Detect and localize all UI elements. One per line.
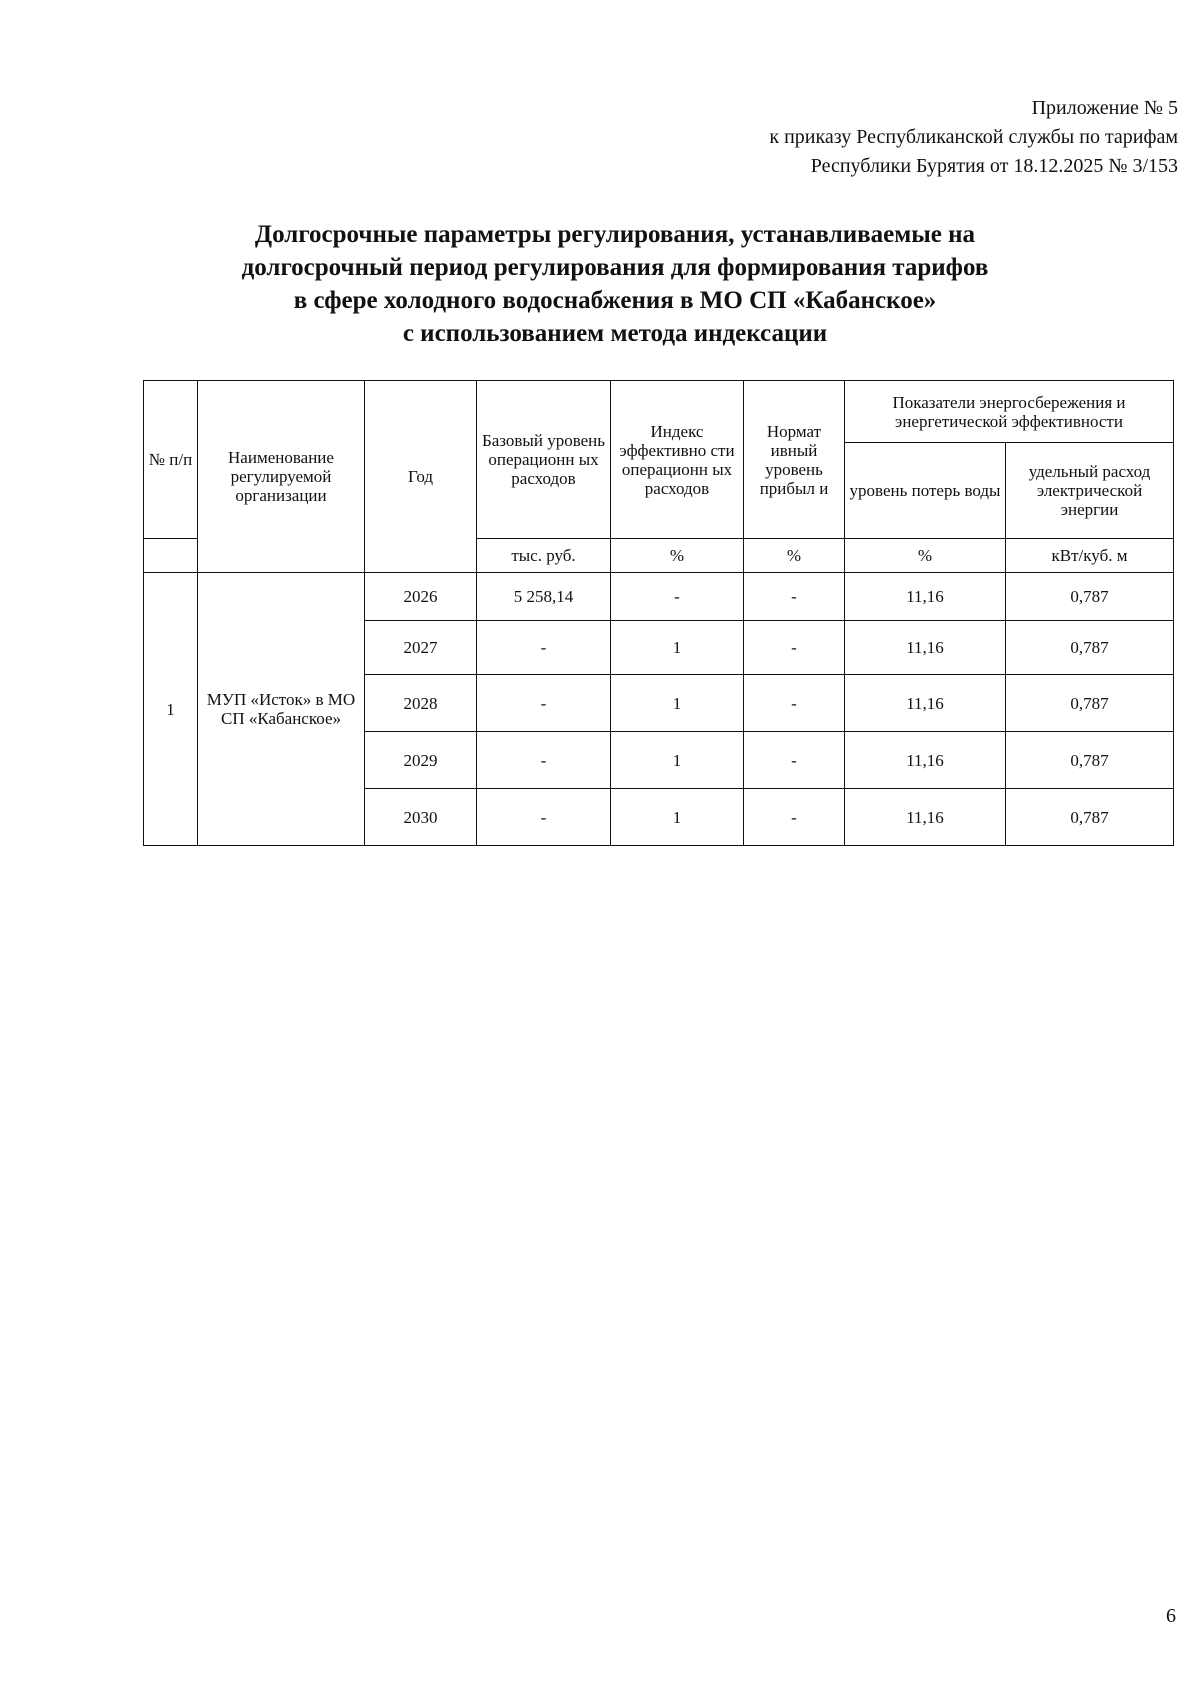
table-row [144,573,1174,621]
appendix-header [769,94,1178,181]
cell-efficiency-index: 1 [611,675,744,732]
cell-base-cost: - [477,621,611,675]
title-line-4: с использованием метода индексации [402,320,828,347]
header-efficiency-index: Индекс эффективно сти операционн ых расходов [611,381,744,539]
cell-profit-level: - [744,732,845,789]
cell-num: 1 [144,573,198,846]
unit-base-cost: тыс. руб. [477,539,611,573]
cell-year: 2030 [365,789,477,846]
cell-power-consumption: 0,787 [1006,573,1174,621]
cell-efficiency-index: 1 [611,789,744,846]
parameters-table [143,380,1174,846]
unit-efficiency-index: % [611,539,744,573]
cell-water-loss: 11,16 [845,621,1006,675]
title-line-2: долгосрочный период регулирования для формирования тарифов [241,254,989,281]
cell-base-cost: - [477,675,611,732]
cell-year: 2026 [365,573,477,621]
cell-power-consumption: 0,787 [1006,732,1174,789]
document-title [130,218,1100,350]
cell-power-consumption: 0,787 [1006,675,1174,732]
cell-base-cost: - [477,732,611,789]
header-power-consumption: удельный расход электрической энергии [1006,443,1174,539]
appendix-line-2: к приказу Республиканской службы по тарифам [769,126,1178,148]
cell-profit-level: - [744,789,845,846]
header-energy-group: Показатели энергосбережения и энергетической эффективности [845,381,1174,443]
cell-year: 2027 [365,621,477,675]
cell-year: 2029 [365,732,477,789]
cell-base-cost: 5 258,14 [477,573,611,621]
cell-profit-level: - [744,675,845,732]
cell-base-cost: - [477,789,611,846]
page-number: 6 [1166,1605,1176,1627]
header-base-cost: Базовый уровень операционн ых расходов [477,381,611,539]
cell-efficiency-index: - [611,573,744,621]
appendix-line-1: Приложение № 5 [1031,97,1178,119]
cell-water-loss: 11,16 [845,789,1006,846]
cell-water-loss: 11,16 [845,573,1006,621]
unit-profit-level: % [744,539,845,573]
cell-power-consumption: 0,787 [1006,789,1174,846]
cell-profit-level: - [744,621,845,675]
header-num: № п/п [144,381,198,539]
header-profit-level: Нормат ивный уровень прибыл и [744,381,845,539]
unit-water-loss: % [845,539,1006,573]
cell-empty-unit [144,539,198,573]
title-line-1: Долгосрочные параметры регулирования, устанавливаемые на [254,221,976,248]
cell-water-loss: 11,16 [845,675,1006,732]
unit-power-consumption: кВт/куб. м [1006,539,1174,573]
title-line-3: в сфере холодного водоснабжения в МО СП «Кабанское» [293,287,937,314]
cell-water-loss: 11,16 [845,732,1006,789]
cell-org: МУП «Исток» в МО СП «Кабанское» [198,573,365,846]
cell-profit-level: - [744,573,845,621]
cell-year: 2028 [365,675,477,732]
cell-efficiency-index: 1 [611,732,744,789]
header-org: Наименование регулируемой организации [198,381,365,573]
appendix-line-3: Республики Бурятия от 18.12.2025 № 3/153 [810,155,1178,177]
cell-power-consumption: 0,787 [1006,621,1174,675]
header-year: Год [365,381,477,573]
cell-efficiency-index: 1 [611,621,744,675]
header-water-loss: уровень потерь воды [845,443,1006,539]
